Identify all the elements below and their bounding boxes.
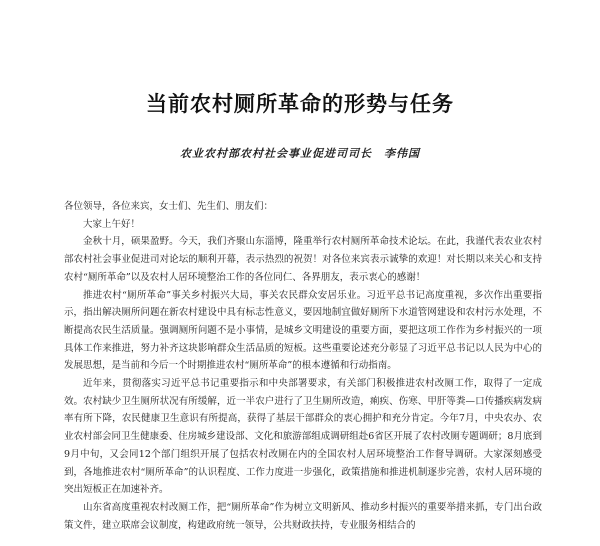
article-body — [64, 198, 542, 534]
paragraph-progress: 近年来，贯彻落实习近平总书记重要指示和中央部署要求，有关部门积极推进农村改厕工作，取得了一定成效。农村缺少卫生厕所状况有所缓解，近一半农户进行了卫生厕所改造，痢疾、伤寒、甲肝等粪—口传播疾病发病率有所下降，农民健康卫生意识有所提高，获得了基层干部群众的衷心拥护和充分肯定。今年7月，中央农办、农业农村部会同卫生健康委、住房城乡建设部、文化和旅游部组成调研组赴6省区开展了农村改厕专题调研；8月底到9月中旬，又会同12个部门组织开展了包括农村改厕在内的全国农村人居环境整治工作督导调研。大家深刻感受到，各地推进农村“厕所革命”的认识程度、工作力度进一步强化，政策措施和推进机制逐步完善，农村人居环境的突出短板正在加速补齐。 — [64, 378, 542, 496]
page-title: 当前农村厕所革命的形势与任务 — [146, 91, 454, 116]
paragraph-shandong: 山东省高度重视农村改厕工作，把“厕所革命”作为树立文明新风、推动乡村振兴的重要举措来抓，专门出台政策文件，建立联席会议制度，构建政府统一领导，公共财政扶持，专业服务相结合的 — [64, 501, 542, 531]
salutation: 各位领导，各位来宾，女士们、先生们、朋友们： — [64, 201, 274, 212]
paragraph-greeting: 大家上午好！ — [83, 218, 141, 230]
paragraph-welcome: 金秋十月，硕果盈野。今天，我们齐聚山东淄博，隆重举行农村厕所革命技术论坛。在此，我谨代表农业农村部农村社会事业促进司对论坛的顺利开幕，表示热烈的祝贺！对各位来宾表示诚挚的欢迎！对长期以来关心和支持农村“厕所革命”以及农村人居环境整治工作的各位同仁、各界朋友，表示衷心的感谢！ — [64, 236, 542, 283]
author-byline: 农业农村部农村社会事业促进司司长 李伟国 — [180, 147, 420, 160]
paragraph-significance: 推进农村“厕所革命”事关乡村振兴大局，事关农民群众安居乐业。习近平总书记高度重视，多次作出重要指示，指出解决厕所问题在新农村建设中具有标志性意义，要因地制宜做好厕所下水道管网建设和农村污水处理，不断提高农民生活质量。强调厕所问题不是小事情，是城乡文明建设的重要方面，要把这项工作作为乡村振兴的一项具体工作来推进，努力补齐这块影响群众生活品质的短板。这些重要论述充分彰显了习近平总书记以人民为中心的发展思想，是当前和今后一个时期推进农村“厕所革命”的根本遵循和行动指南。 — [64, 289, 542, 372]
